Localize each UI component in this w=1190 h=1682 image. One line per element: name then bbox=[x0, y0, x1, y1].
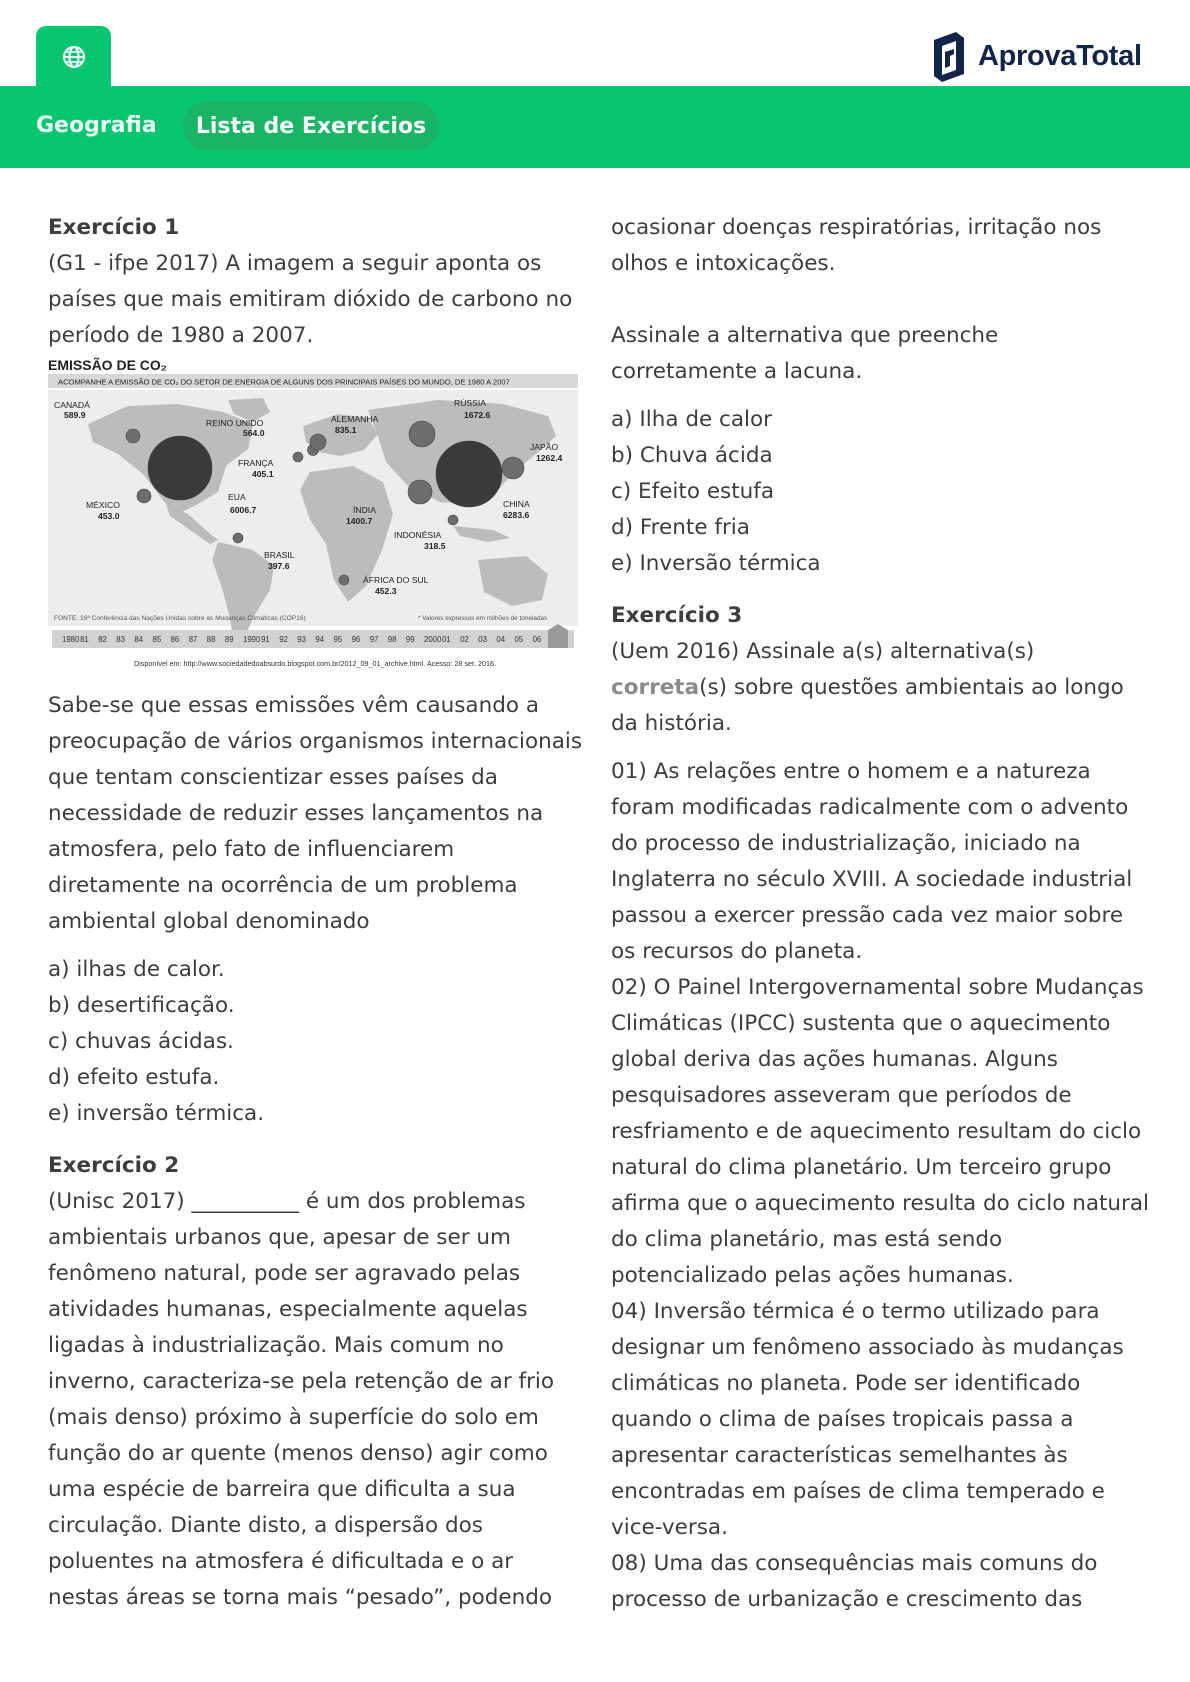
book-icon bbox=[930, 30, 968, 82]
exercise-2-options bbox=[611, 402, 1151, 582]
label-india-name: ÍNDIA bbox=[353, 505, 376, 515]
year-label: 1990 bbox=[243, 635, 261, 644]
left-column bbox=[48, 210, 588, 1616]
figure-note: * Valores expressos em milhões de toneladas bbox=[418, 615, 548, 622]
exercise-3-intro bbox=[611, 634, 1151, 742]
bubble-china bbox=[436, 441, 502, 507]
label-indonesia-name: INDONÉSIA bbox=[394, 530, 442, 540]
co2-emission-figure bbox=[48, 354, 578, 688]
label-france-name: FRANÇA bbox=[238, 458, 274, 468]
label-uk-name: REINO UNIDO bbox=[206, 418, 264, 428]
label-india-value: 1400.7 bbox=[346, 516, 373, 526]
option-a[interactable]: a) ilhas de calor. bbox=[48, 957, 225, 982]
option-b[interactable]: b) desertificação. bbox=[48, 993, 235, 1018]
label-germany-value: 835.1 bbox=[335, 425, 357, 435]
bubble-indonesia bbox=[448, 515, 458, 525]
figure-title: EMISSÃO DE CO₂ bbox=[48, 357, 168, 373]
label-mexico-name: MÉXICO bbox=[86, 500, 120, 510]
subject-label[interactable]: Geografia bbox=[36, 113, 157, 138]
year-label: 99 bbox=[405, 635, 415, 644]
bubble-france bbox=[293, 452, 303, 462]
exercise-1-body: Sabe-se que essas emissões vêm causando a preocupação de vários organismos internacionais que tentam conscientizar esses países da necessidade de reduzir esses lançamentos na atmosfera, pelo fato de influenciarem diretamente na ocorrência de um problema ambiental global denominado bbox=[48, 693, 583, 934]
exercise-2-title: Exercício 2 bbox=[48, 1153, 180, 1178]
year-label: 84 bbox=[134, 635, 144, 644]
year-label: 02 bbox=[460, 635, 469, 644]
label-japan-value: 1262.4 bbox=[536, 453, 563, 463]
header-bar bbox=[0, 86, 1190, 168]
year-label: 89 bbox=[224, 635, 234, 644]
exercise-2-prompt: Assinale a alternativa que preenche corretamente a lacuna. bbox=[611, 323, 999, 384]
label-brasil-value: 397.6 bbox=[268, 561, 290, 571]
label-france-value: 405.1 bbox=[252, 469, 274, 479]
year-label: 98 bbox=[387, 635, 397, 644]
label-indonesia-value: 318.5 bbox=[424, 541, 446, 551]
year-label: 2000 bbox=[424, 635, 442, 644]
bubble-japan bbox=[502, 457, 524, 479]
globe-icon bbox=[62, 45, 86, 69]
year-label: 85 bbox=[152, 635, 162, 644]
option-e[interactable]: e) inversão térmica. bbox=[48, 1101, 265, 1126]
bubble-russia bbox=[409, 421, 435, 447]
option-d[interactable]: d) efeito estufa. bbox=[48, 1065, 220, 1090]
label-china-name: CHINA bbox=[503, 499, 530, 509]
exercise-2-text-continued: ocasionar doenças respiratórias, irritação nos olhos e intoxicações. bbox=[611, 215, 1102, 276]
exercise-2-text: (Unisc 2017) __________ é um dos problemas ambientais urbanos que, apesar de ser um fenômeno natural, pode ser agravado pelas atividades humanas, especialmente aquelas ligadas à industrialização. Mais comum no inverno, caracteriza-se pela retenção de ar frio (mais denso) próximo à superfície do solo em função do ar quente (menos denso) agir como uma espécie de barreira que dificulta a sua circulação. Diante disto, a dispersão dos poluentes na atmosfera é dificultada e o ar nestas áreas se torna mais “pesado”, podendo bbox=[48, 1189, 555, 1610]
year-label: 87 bbox=[188, 635, 198, 644]
label-canada-value: 589.9 bbox=[64, 410, 86, 420]
label-usa-name: EUA bbox=[228, 492, 246, 502]
label-south-africa-value: 452.3 bbox=[375, 586, 397, 596]
year-label: 86 bbox=[170, 635, 180, 644]
year-label: 04 bbox=[496, 635, 506, 644]
year-label: 82 bbox=[98, 635, 107, 644]
year-label: 92 bbox=[279, 635, 288, 644]
option-e[interactable]: e) Inversão térmica bbox=[611, 551, 821, 576]
year-label: 03 bbox=[478, 635, 487, 644]
bubble-south-africa bbox=[339, 575, 349, 585]
year-label: 88 bbox=[206, 635, 216, 644]
year-label: 01 bbox=[442, 635, 451, 644]
label-japan-name: JAPÃO bbox=[530, 442, 559, 452]
bubble-usa bbox=[148, 436, 212, 500]
label-south-africa-name: ÁFRICA DO SUL bbox=[363, 575, 429, 585]
year-label: 81 bbox=[80, 635, 89, 644]
option-c[interactable]: c) chuvas ácidas. bbox=[48, 1029, 234, 1054]
label-canada-name: CANADÁ bbox=[54, 400, 90, 410]
list-pill[interactable]: Lista de Exercícios bbox=[183, 101, 439, 151]
exercise-1-title: Exercício 1 bbox=[48, 215, 180, 240]
figure-source: FONTE: 16ª Conferência das Nações Unidas sobre as Mudanças Climáticas (COP16) bbox=[54, 615, 306, 622]
year-label: 95 bbox=[333, 635, 343, 644]
right-column bbox=[611, 210, 1151, 1618]
bubble-germany bbox=[310, 434, 326, 450]
exercise-3-intro-b: (s) sobre questões ambientais ao longo da história. bbox=[611, 675, 1124, 736]
year-label: 05 bbox=[514, 635, 524, 644]
label-germany-name: ALEMANHA bbox=[331, 414, 379, 424]
figure-available-at: Disponível em: http://www.sociedadedoabsurdo.blogspot.com.br/2012_09_01_archive.html. Acesso: 28 set. 2016. bbox=[134, 659, 496, 668]
brand-word-2: Total bbox=[1076, 39, 1142, 72]
option-c[interactable]: c) Efeito estufa bbox=[611, 479, 775, 504]
brand-logo[interactable] bbox=[930, 30, 1142, 82]
option-d[interactable]: d) Frente fria bbox=[611, 515, 750, 540]
exercise-3-item-04[interactable]: 04) Inversão térmica é o termo utilizado para designar um fenômeno associado às mudanças climáticas no planeta. Pode ser identificado quando o clima de países tropicais passa a apresentar características semelhantes às encontradas em países de clima temperado e vice-versa. bbox=[611, 1299, 1124, 1540]
label-china-value: 6283.6 bbox=[503, 510, 530, 520]
year-label: 83 bbox=[116, 635, 125, 644]
label-usa-value: 6006.7 bbox=[230, 505, 257, 515]
exercise-3-item-01[interactable]: 01) As relações entre o homem e a natureza foram modificadas radicalmente com o advento do processo de industrialização, iniciado na Inglaterra no século XVIII. A sociedade industrial passou a exercer pressão cada vez maior sobre os recursos do planeta. bbox=[611, 759, 1133, 964]
year-label: 91 bbox=[261, 635, 270, 644]
label-mexico-value: 453.0 bbox=[98, 511, 120, 521]
label-brasil-name: BRASIL bbox=[264, 550, 295, 560]
bubble-india bbox=[408, 480, 432, 504]
exercise-3-highlight: correta bbox=[611, 675, 700, 700]
figure-subtitle: ACOMPANHE A EMISSÃO DE CO₂ DO SETOR DE ENERGIA DE ALGUNS DOS PRINCIPAIS PAÍSES DO MUNDO, DE 1980 A 2007 bbox=[58, 377, 510, 387]
subject-tab[interactable] bbox=[36, 26, 111, 88]
label-uk-value: 564.0 bbox=[243, 428, 265, 438]
exercise-3-item-02[interactable]: 02) O Painel Intergovernamental sobre Mudanças Climáticas (IPCC) sustenta que o aquecimento global deriva das ações humanas. Alguns pesquisadores asseveram que períodos de resfriamento e de aquecimento resultam do ciclo natural do clima planetário. Um terceiro grupo afirma que o aquecimento resulta do ciclo natural do clima planetário, mas está sendo potencializado pelas ações humanas. bbox=[611, 975, 1150, 1288]
exercise-1-options bbox=[48, 952, 588, 1132]
label-russia-value: 1672.6 bbox=[464, 410, 491, 420]
year-label: 96 bbox=[351, 635, 361, 644]
bubble-mexico bbox=[137, 489, 151, 503]
bubble-brasil bbox=[233, 533, 243, 543]
year-label: 97 bbox=[369, 635, 379, 644]
option-a[interactable]: a) Ilha de calor bbox=[611, 407, 773, 432]
year-label: 93 bbox=[297, 635, 306, 644]
brand-name bbox=[978, 40, 1142, 73]
brand-word-1: Aprova bbox=[978, 39, 1077, 72]
bubble-canada bbox=[126, 429, 140, 443]
exercise-3-title: Exercício 3 bbox=[611, 603, 743, 628]
option-b[interactable]: b) Chuva ácida bbox=[611, 443, 773, 468]
year-label: 06 bbox=[532, 635, 542, 644]
label-russia-name: RÚSSIA bbox=[454, 398, 486, 408]
exercise-1-intro: (G1 - ifpe 2017) A imagem a seguir aponta os países que mais emitiram dióxido de carbono no período de 1980 a 2007. bbox=[48, 251, 573, 348]
year-label: 1980 bbox=[62, 635, 80, 644]
exercise-3-item-08[interactable]: 08) Uma das consequências mais comuns do processo de urbanização e crescimento das bbox=[611, 1551, 1098, 1612]
exercise-3-intro-a: (Uem 2016) Assinale a(s) alternativa(s) bbox=[611, 639, 1035, 664]
year-label: 94 bbox=[315, 635, 325, 644]
